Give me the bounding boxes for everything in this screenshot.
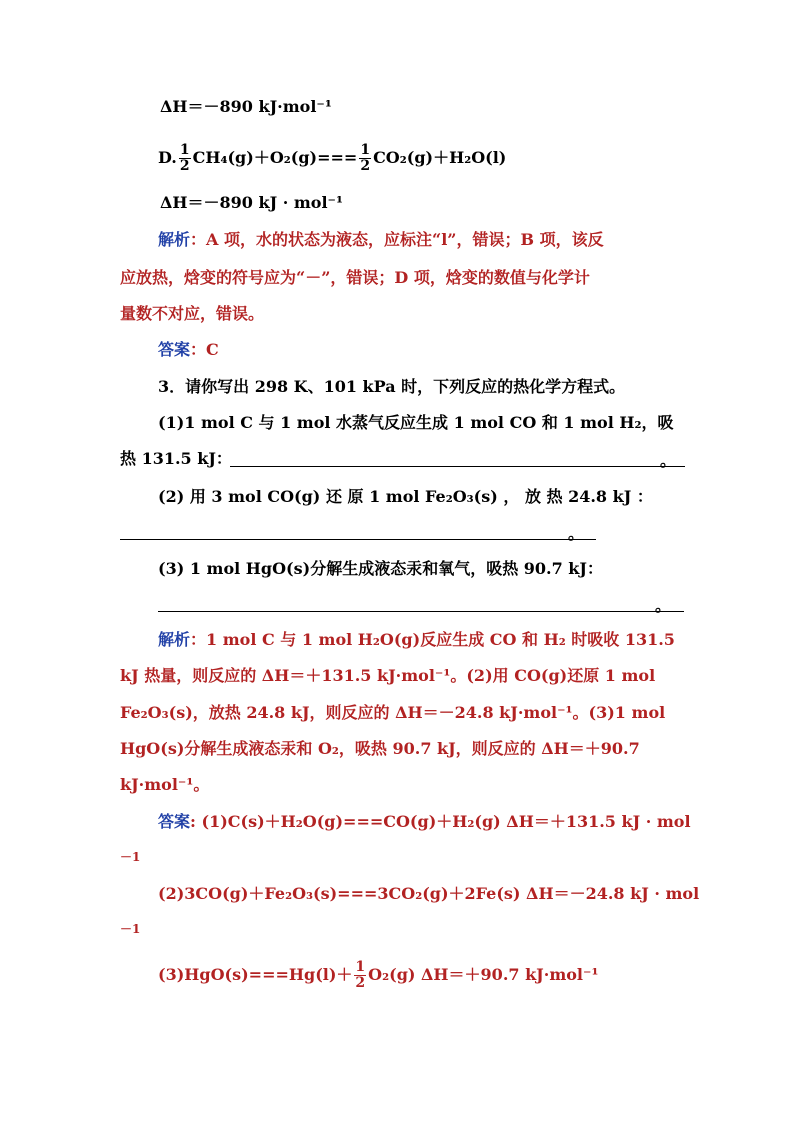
question-3-2: (2) 用 3 mol CO(g) 还 原 1 mol Fe₂O₃(s) ， 放 热 24.8 kJ ： <box>158 487 653 506</box>
fraction-half-2: $\frac{1}{2}$ <box>360 142 371 174</box>
analysis-2-line-4: HgO(s)分解生成液态汞和 O₂，吸热 90.7 kJ，则反应的 ΔH＝＋90.7 <box>120 739 640 758</box>
answer-label: 答案 <box>158 340 191 359</box>
analysis-1-line-2: 应放热，焓变的符号应为“－”，错误；D 项，焓变的数值与化学计 <box>120 268 590 287</box>
question-3: 3．请你写出 298 K、101 kPa 时，下列反应的热化学方程式。 <box>158 377 626 396</box>
delta-h-line-2: ΔH＝－890 kJ · mol⁻¹ <box>160 193 344 212</box>
answer-blank-1[interactable] <box>230 466 685 467</box>
analysis-2-line-1: 解析：1 mol C 与 1 mol H₂O(g)反应生成 CO 和 H₂ 时吸收 131.5 <box>158 630 675 649</box>
answer-2-line-2b: －1 <box>120 922 141 936</box>
option-d-label: D. <box>158 148 177 167</box>
answer-blank-3[interactable] <box>158 611 684 612</box>
fraction-half-1: $\frac{1}{2}$ <box>179 142 190 174</box>
answer-2-line-1b: －1 <box>120 850 141 864</box>
answer-label-2: 答案 <box>158 812 191 831</box>
delta-h-line-1: ΔH＝－890 kJ·mol⁻¹ <box>160 97 332 116</box>
answer-1: 答案：C <box>158 340 219 359</box>
answer-2-line-3: (3)HgO(s)===Hg(l)＋ $\frac{1}{2}$ O₂(g) ΔH＝＋90.7 kJ·mol⁻¹ <box>158 959 599 991</box>
analysis-label-2: 解析 <box>158 630 191 649</box>
question-3-1-line-1: (1)1 mol C 与 1 mol 水蒸气反应生成 1 mol CO 和 1 mol H₂，吸 <box>158 413 674 432</box>
analysis-1-line-1: 解析：A 项，水的状态为液态，应标注“l”，错误；B 项，该反 <box>158 230 604 249</box>
fraction-half-3: $\frac{1}{2}$ <box>355 959 366 991</box>
analysis-1-line-3: 量数不对应，错误。 <box>120 304 265 323</box>
analysis-label: 解析 <box>158 230 191 249</box>
question-3-1-line-2: 热 131.5 kJ： <box>120 449 232 468</box>
analysis-2-line-5: kJ·mol⁻¹。 <box>120 775 210 794</box>
period-3: 。 <box>655 596 672 615</box>
answer-2-line-1: 答案: (1)C(s)＋H₂O(g)===CO(g)＋H₂(g) ΔH＝＋131.5 kJ · mol <box>158 812 691 831</box>
question-3-3: (3) 1 mol HgO(s)分解生成液态汞和氧气，吸热 90.7 kJ： <box>158 559 603 578</box>
answer-2-line-2: (2)3CO(g)＋Fe₂O₃(s)===3CO₂(g)＋2Fe(s) ΔH＝－24.8 kJ · mol <box>158 884 700 903</box>
option-d-products: CO₂(g)＋H₂O(l) <box>373 148 507 167</box>
option-d-equation <box>158 143 506 174</box>
analysis-2-line-3: Fe₂O₃(s)，放热 24.8 kJ，则反应的 ΔH＝－24.8 kJ·mol⁻¹。(3)1 mol <box>120 703 666 722</box>
option-d-reactants: CH₄(g)＋O₂(g)=== <box>192 148 358 167</box>
analysis-2-line-2: kJ 热量，则反应的 ΔH＝＋131.5 kJ·mol⁻¹。(2)用 CO(g)还原 1 mol <box>120 666 656 685</box>
answer-blank-2[interactable] <box>120 539 596 540</box>
period-2: 。 <box>568 524 585 543</box>
period-1: 。 <box>660 451 677 470</box>
